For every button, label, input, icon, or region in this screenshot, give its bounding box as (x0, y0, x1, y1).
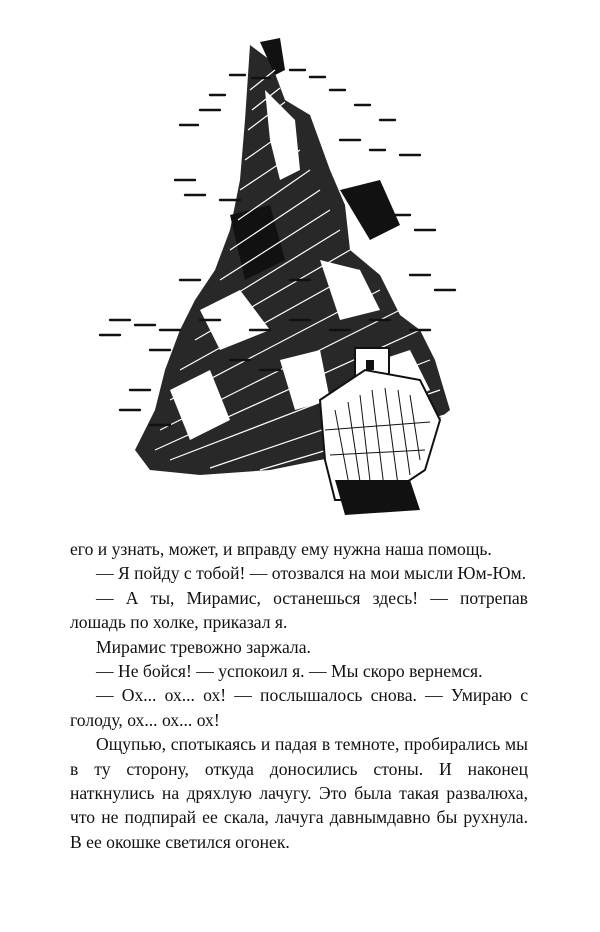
paragraph-1: его и узнать, может, и вправду ему нужна наша помощь. (70, 539, 492, 559)
paragraph-4: Мирамис тревожно заржала. (96, 636, 311, 657)
paragraph-7: Ощупью, спотыкаясь и падая в темноте, пробирались мы в ту сторону, откуда доносились стоны. И наконец наткнулись на дряхлую лачугу. Это была такая развалюха, что не подпирай ее скала, лачуга давнымдавно бы рухнула. В ее окошке светился огонек. (70, 734, 528, 852)
paragraph-5: — Не бойся! — успокоил я. — Мы скоро вернемся. (96, 661, 483, 682)
paragraph-3: — А ты, Мирамис, останешься здесь! — потрепав лошадь по холке, приказал я. (70, 587, 528, 633)
rock-and-hut-illustration (80, 30, 510, 530)
paragraph-6: — Ох... ох... ох! — послышалось снова. — Умираю с голоду, ох... ох... ох! (70, 685, 528, 730)
story-text (70, 537, 528, 854)
paragraph-2: — Я пойду с тобой! — отозвался на мои мысли Юм-Юм. (96, 563, 527, 584)
